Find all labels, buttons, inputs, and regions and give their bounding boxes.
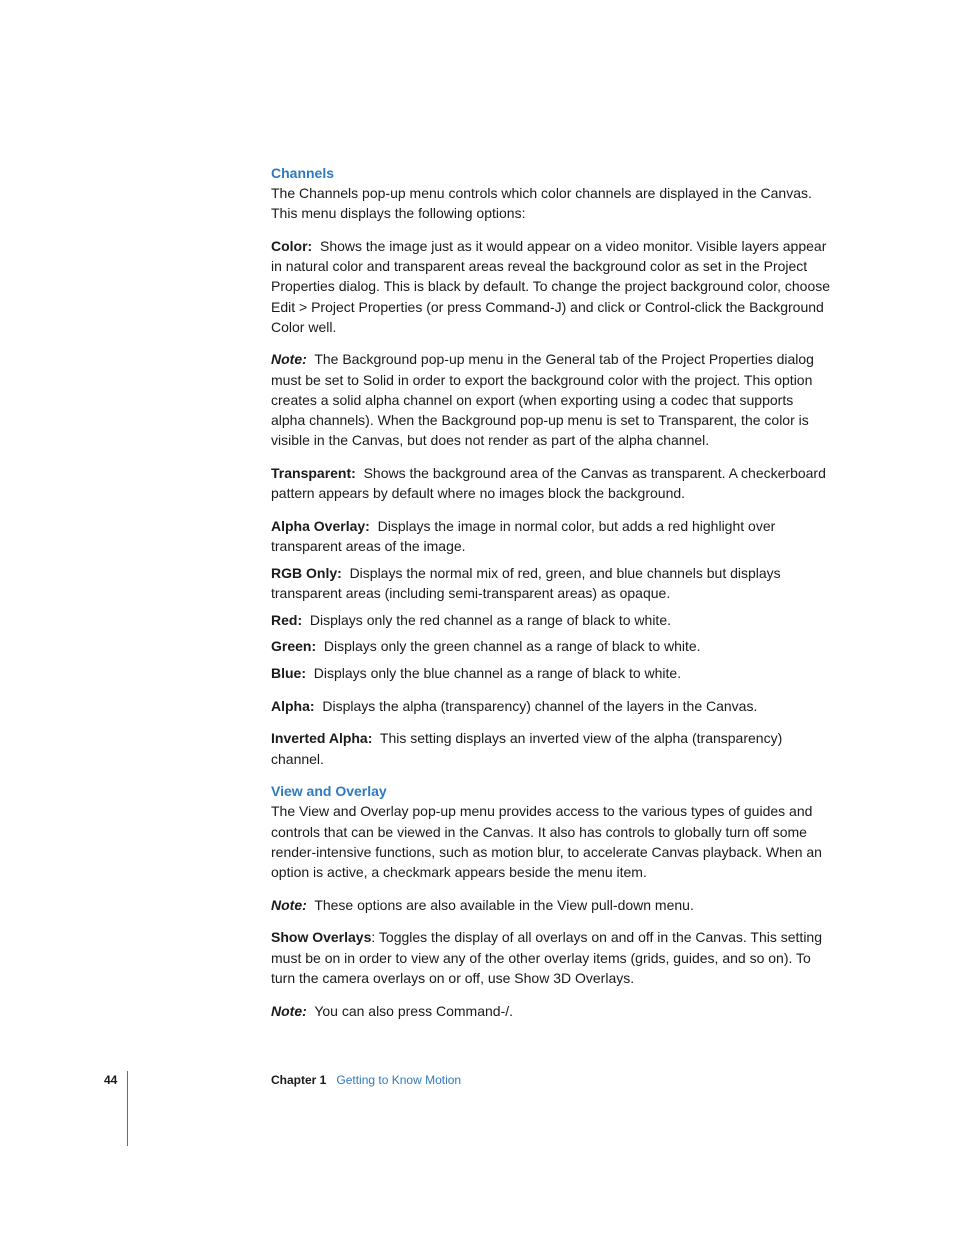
view-overlay-note [271, 895, 831, 915]
color-label: Color: [271, 237, 313, 254]
inverted-alpha-text: This setting displays an inverted view of the alpha (transparency) channel. [271, 730, 783, 767]
blue-option [271, 663, 831, 683]
chapter-footer [271, 1073, 461, 1087]
alpha-overlay-label: Alpha Overlay: [271, 517, 370, 534]
note-text: These options are also available in the View pull-down menu. [314, 896, 694, 913]
note-text: You can also press Command-/. [314, 1002, 514, 1019]
green-option [271, 636, 831, 656]
alpha-label: Alpha: [271, 697, 315, 714]
green-text: Displays only the green channel as a range of black to white. [323, 638, 701, 655]
note-label: Note: [271, 351, 307, 368]
view-overlay-heading: View and Overlay [271, 783, 387, 800]
note-label: Note: [271, 1002, 307, 1019]
inverted-alpha-label: Inverted Alpha: [271, 730, 373, 747]
view-overlay-intro: The View and Overlay pop-up menu provides access to the various types of guides and controls that can be viewed in the Canvas. It also has controls to globally turn off some render-intensive functions, such as motion blur, to accelerate Canvas playback. When an option is active, a checkmark appears beside the menu item. [271, 803, 822, 880]
transparent-option [271, 463, 831, 503]
page-number: 44 [104, 1073, 118, 1087]
alpha-option [271, 696, 831, 716]
show-overlays-option [271, 927, 831, 988]
inverted-alpha-option [271, 728, 831, 768]
channels-intro: The Channels pop-up menu controls which color channels are displayed in the Canvas. This menu displays the following options: [271, 185, 812, 222]
alpha-overlay-option [271, 516, 831, 556]
chapter-title: Getting to Know Motion [336, 1073, 462, 1087]
rgb-only-text: Displays the normal mix of red, green, and blue channels but displays transparent areas (including semi-transparent areas) as opaque. [271, 564, 781, 601]
color-option [271, 236, 831, 337]
green-label: Green: [271, 638, 317, 655]
footer-rule [127, 1071, 128, 1146]
note-label: Note: [271, 896, 307, 913]
red-label: Red: [271, 611, 303, 628]
show-overlays-label: Show Overlays [271, 929, 372, 946]
view-overlay-note-2 [271, 1001, 831, 1021]
alpha-text: Displays the alpha (transparency) channel of the layers in the Canvas. [322, 697, 758, 714]
show-overlays-text: : Toggles the display of all overlays on and off in the Canvas. This setting must be on in order to view any of the other overlay items (grids, guides, and so on). To turn the camera overlays on or off, use Show 3D Overlays. [271, 929, 822, 986]
page-body [271, 163, 831, 1021]
rgb-only-label: RGB Only: [271, 564, 342, 581]
alpha-overlay-text: Displays the image in normal color, but adds a red highlight over transparent areas of the image. [271, 517, 776, 555]
color-text: Shows the image just as it would appear on a video monitor. Visible layers appear in natural color and transparent areas reveal the background color as set in the Project Properties dialog. This is black by default. To change the project background color, choose Edit > Project Properties (or press Command-J) and click or Control-click the Background Color well. [271, 237, 831, 335]
red-option [271, 610, 831, 630]
red-text: Displays only the red channel as a range of black to white. [309, 611, 672, 628]
chapter-label: Chapter 1 [271, 1073, 327, 1087]
transparent-label: Transparent: [271, 464, 356, 481]
transparent-text: Shows the background area of the Canvas as transparent. A checkerboard pattern appears by default where no images block the background. [271, 464, 826, 502]
rgb-only-option [271, 563, 831, 603]
blue-label: Blue: [271, 665, 306, 682]
blue-text: Displays only the blue channel as a range of black to white. [313, 665, 682, 682]
channels-heading: Channels [271, 165, 335, 181]
note-text: The Background pop-up menu in the General tab of the Project Properties dialog must be set to Solid in order to export the background color with the project. This option creates a solid alpha channel on export (when exporting using a codec that supports alpha channels). When the Background pop-up menu is set to Transparent, the color is visible in the Canvas, but does not render as part of the alpha channel. [271, 351, 814, 449]
channels-note [271, 349, 831, 450]
